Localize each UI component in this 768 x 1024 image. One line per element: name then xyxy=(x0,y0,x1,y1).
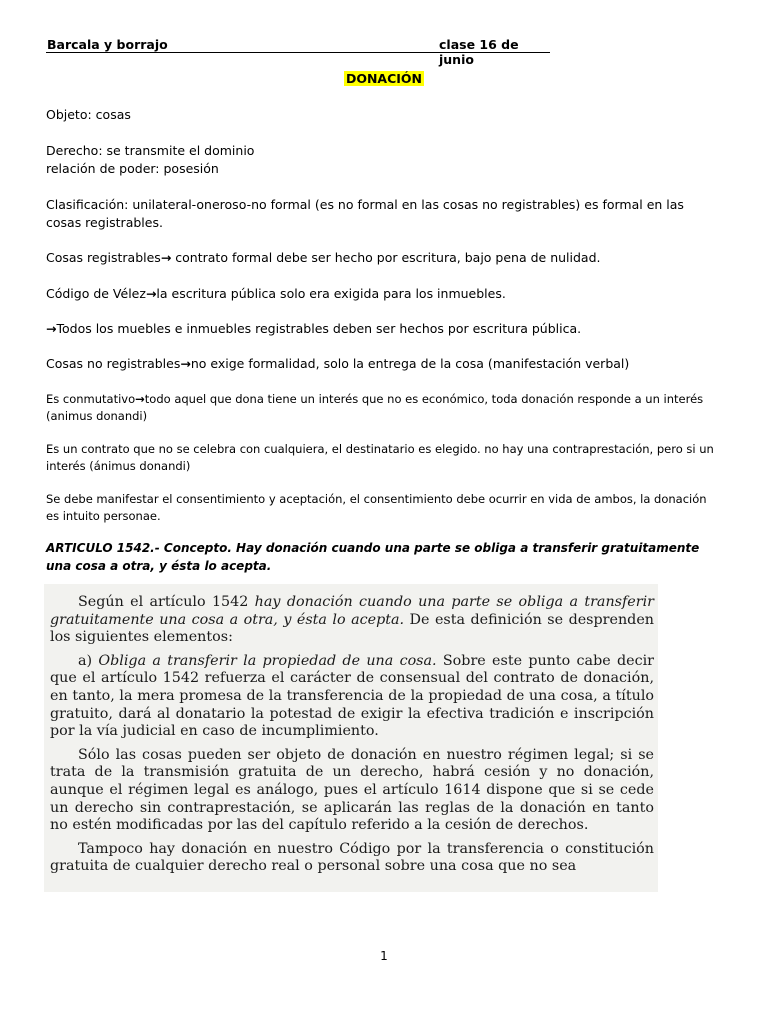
todos-text: Todos los muebles e inmuebles registrables deben ser hechos por escritura pública. xyxy=(56,321,582,336)
arrow-right-icon: → xyxy=(135,392,145,406)
articulo-1542-paragraph: ARTICULO 1542.- Concepto. Hay donación cuando una parte se obliga a transferir gratuitamente una cosa a otra, y ésta lo acepta. xyxy=(46,541,700,573)
no-registrables-line xyxy=(46,355,722,373)
page-number: 1 xyxy=(380,949,388,963)
arrow-right-icon: → xyxy=(46,321,57,336)
registrables-text: contrato formal debe ser hecho por escritura, bajo pena de nulidad. xyxy=(171,250,601,265)
registrables-label: Cosas registrables xyxy=(46,250,161,265)
velez-label: Código de Vélez xyxy=(46,286,146,301)
title-highlight: DONACIÓN xyxy=(345,71,423,86)
derecho-line: Derecho: se transmite el dominio xyxy=(46,143,255,158)
contrato-paragraph: Es un contrato que no se celebra con cualquiera, el destinatario es elegido. no hay una contraprestación, pero si un interés (ánimus donandi) xyxy=(46,442,714,473)
header-authors: Barcala y borrajo xyxy=(47,37,168,52)
no-registrables-text: no exige formalidad, solo la entrega de la cosa (manifestación verbal) xyxy=(190,356,630,371)
header-date: clase 16 de junio xyxy=(439,37,519,67)
scan-paragraph xyxy=(44,653,658,741)
scan-text: Sobre este punto cabe decir que el artículo 1542 refuerza el carácter de consensual del contrato de donación, en tanto, la mera promesa de la transferencia de la propiedad de una cosa, a título gratuito, dará al donatario la potestad de exigir la efectiva tradición e inscripción por la vía judicial en caso de incumplimiento. xyxy=(50,652,654,740)
document-title xyxy=(0,71,768,87)
no-registrables-label: Cosas no registrables xyxy=(46,356,181,371)
arrow-right-icon: → xyxy=(180,356,191,371)
scan-italic-text: hay donación cuando una parte se obliga a transferir gratuitamente una cosa a otra, y ésta lo acepta. xyxy=(50,594,654,628)
arrow-right-icon: → xyxy=(160,250,172,265)
relacion-line: relación de poder: posesión xyxy=(46,161,219,176)
velez-text: la escritura pública solo era exigida para los inmuebles. xyxy=(156,286,506,301)
scanned-book-excerpt xyxy=(44,584,658,892)
consentimiento-paragraph: Se debe manifestar el consentimiento y aceptación, el consentimiento debe ocurrir en vida de ambos, la donación es intuito personae. xyxy=(46,492,707,523)
registrables-line xyxy=(46,249,722,267)
conmutativo-text: todo aquel que dona tiene un interés que no es económico, toda donación responde a un interés (animus donandi) xyxy=(46,392,704,423)
scan-paragraph: Sólo las cosas pueden ser objeto de donación en nuestro régimen legal; si se trata de la transmisión gratuita de un derecho, habrá cesión y no donación, aunque el régimen legal es análogo, pues el artículo 1614 dispone que si se cede un derecho sin contraprestación, se aplicarán las reglas de la donación en tanto no estén modificadas por las del capítulo referido a la cesión de derechos. xyxy=(50,746,654,834)
scan-italic-text: Obliga a transferir la propiedad de una cosa. xyxy=(98,652,437,669)
scan-paragraph xyxy=(44,594,658,647)
scan-text: De esta definición se desprenden los siguientes elementos: xyxy=(50,611,654,646)
page-header xyxy=(46,37,550,67)
todos-line xyxy=(46,320,722,338)
conmutativo-paragraph xyxy=(46,391,722,425)
arrow-right-icon: → xyxy=(145,286,157,301)
scan-text: Según el artículo 1542 xyxy=(78,594,255,610)
conmutativo-label: Es conmutativo xyxy=(46,392,136,406)
scan-paragraph: Tampoco hay donación en nuestro Código por la transferencia o constitución gratuita de cualquier derecho real o personal sobre una cosa que no sea xyxy=(50,840,654,875)
objeto-line: Objeto: cosas xyxy=(46,107,131,122)
scan-text: a) xyxy=(78,652,99,669)
clasificacion-paragraph: Clasificación: unilateral-oneroso-no formal (es no formal en las cosas no registrables) es formal en las cosas registrables. xyxy=(46,197,684,230)
velez-line xyxy=(46,285,722,303)
